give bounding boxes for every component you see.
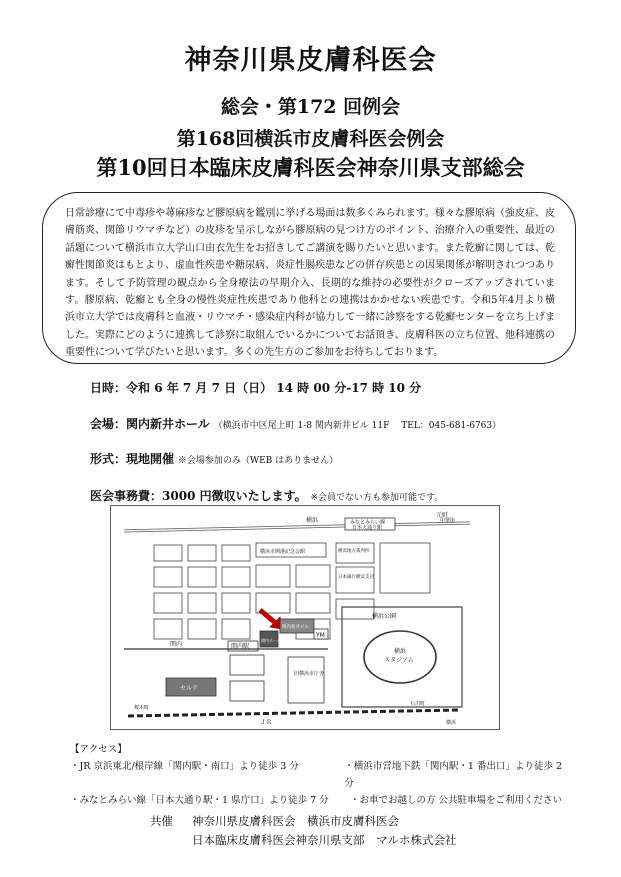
date-line [90, 379, 421, 396]
format-label: 形式： [90, 452, 127, 466]
map-label-stadium1: 横浜 [394, 648, 407, 655]
yokohama-meeting-title: 第168回横浜市皮膚科医会例会 [176, 128, 445, 150]
fee-value: 3000 円徴収いたします。 [162, 489, 307, 503]
jr-line [128, 710, 460, 716]
map-label-jr: ＪＲ [260, 719, 273, 726]
map-label-city-hall: 旧横浜市庁舎 [294, 671, 325, 677]
map-label-chukagai: 中華街 [440, 518, 456, 524]
map-block [296, 593, 330, 613]
map-label-ym: YM [316, 632, 325, 639]
venue-line [90, 415, 501, 432]
access-item-subway: ・横浜市営地下鉄「関内駅・1 番出口」より徒歩 2 分 [344, 761, 563, 789]
map-label-court: 横浜地方裁判所 [338, 549, 370, 554]
map-block [222, 567, 250, 587]
fee-note: ※会員でない方も参加可能です。 [310, 493, 444, 503]
map-block [188, 593, 216, 613]
map-block [222, 593, 250, 613]
map-label-yokohama: 横浜 [306, 517, 319, 524]
organizers-line1: 神奈川県皮膚科医会 横浜市皮膚科医会 [192, 814, 399, 828]
map-block [256, 565, 290, 587]
venue-name: 関内新井ホール [126, 417, 210, 431]
organizers-line2: 日本臨床皮膚科医会神奈川県支部 マルホ株式会社 [192, 833, 457, 847]
map-label-cerulean: セルテ [180, 685, 199, 692]
access-heading: 【アクセス】 [70, 744, 127, 755]
map-label-motomachi: 元町 [436, 512, 449, 519]
map-label-stadium2: スタジアム [384, 657, 414, 664]
access-section [70, 741, 570, 809]
map-label-kannai-station: 関内駅 [231, 643, 250, 650]
map-label-mm2: 日本大通り駅 [352, 525, 383, 531]
date-value: 令和 6 年 7 月 7 日（日） 14 時 00 分-17 時 10 分 [126, 381, 422, 395]
map-label-park: 横浜公園 [372, 613, 397, 620]
access-item-jr: ・JR 京浜東北/根岸線「関内駅・南口」より徒歩 3 分 [70, 761, 299, 772]
map-highway-inner [124, 523, 470, 531]
map-label-port-museum: 横浜市開港記念会館 [260, 549, 306, 555]
venue-address: （横浜市中区尾上町 1-8 関内新井ビル 11F TEL：045-681-6763） [213, 421, 502, 431]
access-item-minatomirai: ・みなとみらい線「日本大通り駅・1 県庁口」より徒歩 7 分 [70, 795, 329, 806]
map-block [154, 567, 182, 587]
fee-label: 医会事務費： [90, 489, 163, 503]
boj-block [336, 567, 374, 593]
map-block [380, 543, 430, 593]
jocd-meeting-title: 第10回日本臨床皮膚科医会神奈川県支部総会 [96, 155, 525, 180]
map-block [154, 545, 182, 561]
intro-text: 日常診療にて中毒疹や蕁麻疹など膠原病を鑑別に挙げる場面は数多くみられます。様々な膠原病（強皮症、皮膚筋炎、関節リウマチなど）の皮疹を呈示しながら膠原病の見つけ方のポイント、治療介入の重要性、最近の話題について横浜市立大学山口由衣先生をお招きしてご講演を賜りたいと思います。また乾癬に関しては、乾癬性関節炎はもとより、虚血性疾患や糖尿病、炎症性腸疾患などの併存疾患との因果関係が解明されつつあります。そして予防管理の観点から全身療法の早期介入、長期的な維持の必要性がクローズアップされています。膠原病、乾癬とも全身の慢性炎症性疾患であり他科との連携はかかせない疾患です。令和5年4月より横浜市立大学では皮膚科と血液・リウマチ・感染症内科が協力して一緒に診察をする乾癬センターを立ち上げました。実際にどのように連携して診察に取組んでいるかについてお話頂き、皮膚科医の立ち位置、他科連携の重要性について学びたいと思います。多くの先生方のご参加をお待ちしております。 [65, 208, 555, 359]
map-block [230, 681, 264, 701]
map-label-yokohama2: 横浜 [446, 720, 457, 726]
map-label-sakuragicho: 桜木町 [134, 705, 150, 711]
organizers-label: 共催 [150, 814, 173, 828]
city-hall-block [288, 657, 324, 703]
access-item-car: ・お車でお越しの方 公共駐車場をご利用ください [350, 795, 563, 806]
map-label-sign: 関内新井ビル [282, 625, 309, 630]
map-block [230, 655, 264, 675]
access-map [110, 505, 500, 730]
map-label-ishikawacho: 石川町 [410, 701, 426, 707]
meeting-title: 総会・第172 回例会 [220, 96, 401, 118]
map-block [222, 619, 250, 639]
map-block [222, 545, 250, 561]
intro-box [42, 192, 576, 364]
format-value: 現地開催 [126, 452, 175, 466]
society-title: 神奈川県皮膚科医会 [184, 45, 437, 76]
map-block [154, 593, 182, 613]
map-block [296, 565, 330, 587]
map-label-boj: 日本銀行横浜支店 [338, 575, 374, 580]
access-row [70, 758, 570, 792]
map-label-kannai: 関内 [170, 641, 183, 648]
map-block [188, 619, 216, 639]
access-row [70, 792, 570, 809]
organizers [150, 812, 457, 850]
map-block [154, 619, 182, 639]
map-block [188, 567, 216, 587]
date-label: 日時： [90, 381, 127, 395]
map-block [188, 545, 216, 561]
map-label-mm1: みなとみらい線 [350, 519, 386, 526]
format-note: ※会場参加のみ（WEB はありません） [177, 456, 339, 466]
venue-label: 会場： [90, 417, 127, 431]
format-line [90, 450, 338, 467]
fee-line [90, 487, 443, 504]
map-label-hall: 関内ホール [261, 638, 281, 643]
